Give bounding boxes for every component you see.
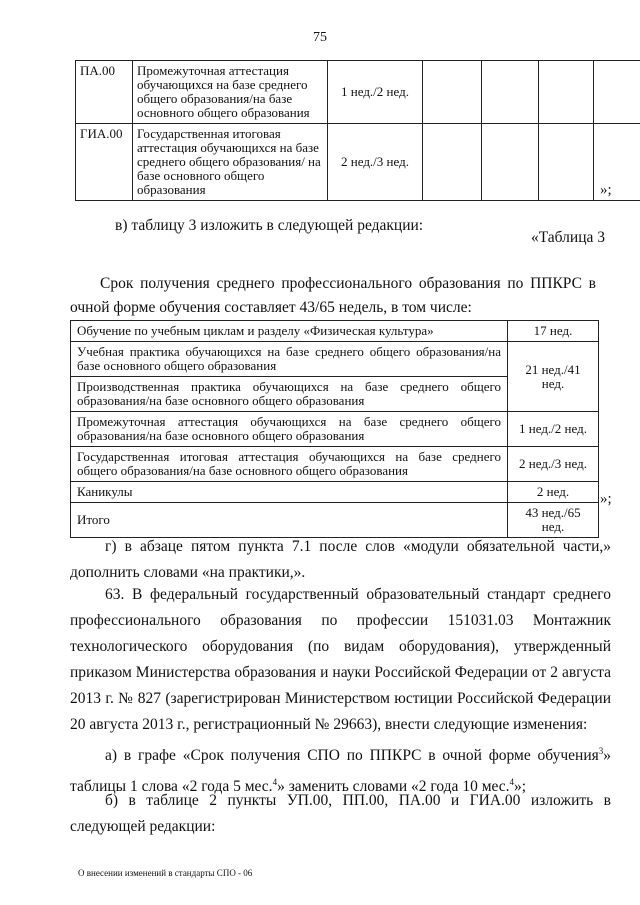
table-row (76, 124, 640, 201)
row-name: Промежуточная аттестация обучающихся на базе среднего общего образования/на базе основного общего образования (133, 61, 328, 124)
table-row (71, 342, 599, 377)
row-label: Государственная итоговая аттестация обучающихся на базе среднего общего образования/на базе основного общего образования (71, 447, 508, 482)
paragraph-a-part1: а) в графе «Срок получения СПО по ППКРС в очной форме обучения (105, 747, 599, 765)
paragraph-63: 63. В федеральный государственный образовательный стандарт среднего профессионального образования по профессии 151031.03 Монтажник технологического оборудования (по видам оборудования), утвержденный приказом Министерства образования и науки Российской Федерации от 2 августа 2013 г. № 827 (зарегистрирован Министерством юстиции Российской Федерации 20 августа 2013 г., регистрационный № 29663), внести следующие изменения: (70, 586, 611, 733)
table-row (71, 482, 599, 503)
row-label: Итого (71, 503, 508, 538)
row-duration: 2 нед./3 нед. (328, 124, 423, 201)
row-name: Государственная итоговая аттестация обучающихся на базе среднего общего образования/ на базе основного общего образования (133, 124, 328, 201)
empty-cell (539, 61, 594, 124)
row-value: 2 нед./3 нед. (508, 447, 599, 482)
paragraph-v: в) таблицу 3 изложить в следующей редакции: (115, 217, 424, 234)
empty-cell (594, 61, 640, 124)
row-code: ГИА.00 (76, 124, 133, 201)
footnote-ref: 4 (272, 777, 278, 788)
row-label: Производственная практика обучающихся на базе среднего общего образования/на базе основного общего образования (71, 377, 508, 412)
table-3 (70, 320, 599, 538)
paragraph-a-part3: » заменить словами «2 года 10 мес. (277, 778, 510, 796)
page-number: 75 (313, 30, 327, 45)
paragraph-a-part4: »; (514, 778, 527, 796)
table-closing-quote: »; (600, 491, 612, 507)
row-duration: 1 нед./2 нед. (328, 61, 423, 124)
table-2-fragment (75, 60, 640, 201)
table-row (71, 503, 599, 538)
footer-note: О внесении изменений в стандарты СПО - 06 (78, 868, 253, 878)
table-closing-quote: »; (600, 182, 612, 198)
table-row (76, 61, 640, 124)
footnote-ref: 3 (598, 746, 604, 756)
row-label: Каникулы (71, 482, 508, 503)
row-value: 21 нед./41 нед. (508, 342, 599, 412)
row-value: 43 нед./65 нед. (508, 503, 599, 538)
table-row (71, 412, 599, 447)
paragraph-g: г) в абзаце пятом пункта 7.1 после слов «модули обязательной части,» дополнить словами «на практики,». (70, 538, 611, 581)
row-code: ПА.00 (76, 61, 133, 124)
row-label: Обучение по учебным циклам и разделу «Физическая культура» (71, 321, 508, 342)
row-value: 2 нед. (508, 482, 599, 503)
empty-cell (539, 124, 594, 201)
footnote-ref: 4 (509, 777, 515, 788)
table-3-label: «Таблица 3 (530, 229, 605, 246)
row-value: 1 нед./2 нед. (508, 412, 599, 447)
empty-cell (423, 124, 482, 201)
empty-cell (423, 61, 482, 124)
row-label: Учебная практика обучающихся на базе среднего общего образования/на базе основного общего образования (71, 342, 508, 377)
table-row (71, 447, 599, 482)
paragraph-b: б) в таблице 2 пункты УП.00, ПП.00, ПА.00 и ГИА.00 изложить в следующей редакции: (70, 792, 611, 835)
paragraph-a-part2: » таблицы 1 слова «2 года 5 мес. (70, 747, 611, 796)
srok-text: Срок получения среднего профессионального образования по ППКРС в очной форме обучения составляет 43/65 недель, в том числе: (70, 275, 596, 316)
row-label: Промежуточная аттестация обучающихся на базе среднего общего образования/на базе основного общего образования (71, 412, 508, 447)
table-row (71, 321, 599, 342)
row-value: 17 нед. (508, 321, 599, 342)
empty-cell (482, 124, 539, 201)
empty-cell (482, 61, 539, 124)
